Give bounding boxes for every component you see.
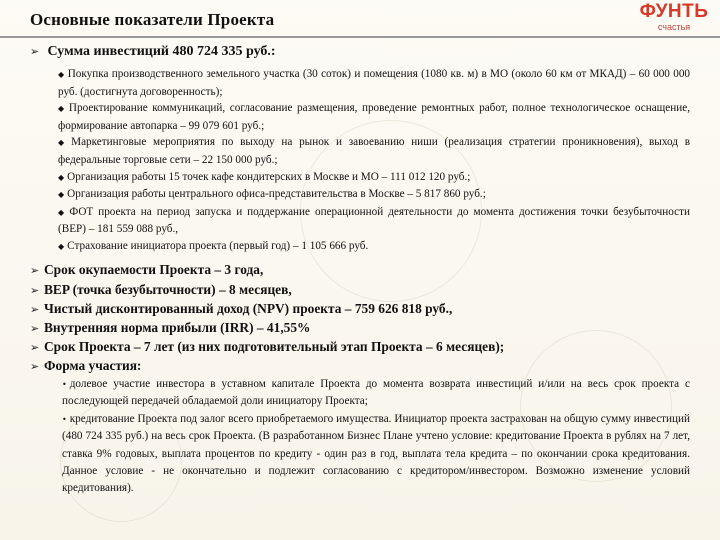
list-item-text: Проектирование коммуникаций, согласование размещения, проведение ремонтных работ, полное технологическое оснащение, формирование автопарка – 99 079 601 руб.; bbox=[58, 102, 691, 132]
arrow-bullet-icon: ➢ bbox=[30, 322, 40, 335]
list-item bbox=[58, 186, 690, 204]
arrow-bullet-icon: ➢ bbox=[30, 284, 40, 297]
stat-item bbox=[30, 339, 504, 355]
stat-item bbox=[30, 262, 263, 278]
investment-heading-text: Сумма инвестиций 480 724 335 руб.: bbox=[47, 44, 276, 59]
arrow-bullet-icon: ➢ bbox=[30, 341, 40, 354]
diamond-bullet-icon: ◆ bbox=[58, 241, 65, 251]
stat-item bbox=[30, 320, 310, 336]
diamond-bullet-icon: ◆ bbox=[58, 172, 65, 182]
bullet-dot-icon: • bbox=[62, 414, 67, 424]
stat-text: Срок окупаемости Проекта – 3 года, bbox=[44, 262, 264, 277]
arrow-bullet-icon: ➢ bbox=[30, 264, 40, 277]
stat-text: Форма участия: bbox=[44, 358, 142, 373]
logo-main-text: ФУНТЬ bbox=[639, 1, 709, 22]
list-item bbox=[58, 134, 690, 168]
list-item bbox=[62, 411, 690, 498]
brand-logo bbox=[636, 2, 712, 38]
stat-text: Чистый дисконтированный доход (NPV) проекта – 759 626 818 руб., bbox=[44, 301, 453, 316]
title-divider bbox=[0, 36, 720, 38]
participation-list bbox=[62, 376, 690, 498]
list-item-text: Покупка производственного земельного участка (30 соток) и помещения (1080 кв. м) в МО (около 60 км от МКАД) – 60 000 000 руб. (достигнута договоренность); bbox=[58, 68, 691, 98]
bullet-dot-icon: • bbox=[62, 380, 67, 389]
page-title: Основные показатели Проекта bbox=[30, 10, 275, 29]
arrow-bullet-icon: ➢ bbox=[30, 303, 40, 316]
investment-list bbox=[58, 66, 690, 256]
stat-text: Срок Проекта – 7 лет (из них подготовительный этап Проекта – 6 месяцев); bbox=[44, 339, 505, 354]
list-item-text: Организация работы 15 точек кафе кондитерских в Москве и МО – 111 012 120 руб.; bbox=[67, 170, 471, 183]
arrow-bullet-icon: ➢ bbox=[30, 45, 40, 58]
stat-item bbox=[30, 358, 141, 374]
diamond-bullet-icon: ◆ bbox=[58, 190, 65, 200]
list-item-text: Организация работы центрального офиса-представительства в Москве – 5 817 860 руб.; bbox=[67, 188, 486, 201]
stat-text: Внутренняя норма прибыли (IRR) – 41,55% bbox=[44, 320, 311, 335]
list-item-text: Маркетинговые мероприятия по выходу на рынок и завоеванию ниши (реализация стратегии проникновения), выход в федеральные торговые сети – 22 150 000 руб.; bbox=[58, 136, 690, 166]
stat-text: BEP (точка безубыточности) – 8 месяцев, bbox=[44, 282, 292, 297]
diamond-bullet-icon: ◆ bbox=[58, 70, 65, 79]
diamond-bullet-icon: ◆ bbox=[58, 207, 67, 217]
list-item bbox=[58, 169, 690, 187]
list-item bbox=[62, 376, 690, 411]
diamond-bullet-icon: ◆ bbox=[58, 104, 66, 114]
list-item-text: кредитование Проекта под залог всего приобретаемого имущества. Инициатор проекта застрахован на общую сумму инвестиций (480 724 335 руб.) на весь срок Проекта. (В разработанном Бизнес Плане учтено условие: кредитование Проекта в рублях на 7 лет, ставка 9% годовых, выплата процентов по кредиту - один раз в год, выплата тела кредита – по окончании срока кредитования. Данное условие - не окончательно и подлежит согласованию с кредитором/инвестором. Возможно изменение условий кредитования). bbox=[62, 412, 690, 495]
list-item bbox=[58, 100, 690, 134]
investment-heading bbox=[30, 44, 276, 60]
list-item-text: ФОТ проекта на период запуска и поддержание операционной деятельности до момента достижения точки безубыточности (BEP) – 181 559 088 руб., bbox=[58, 205, 690, 236]
list-item-text: долевое участие инвестора в уставном капитале Проекта до момента возврата инвестиций и/или на весь срок проекта с последующей передачей обладаемой доли инициатору Проекта; bbox=[62, 378, 690, 408]
list-item bbox=[58, 238, 690, 256]
list-item bbox=[58, 204, 690, 238]
logo-sub-text: счастья bbox=[657, 22, 691, 32]
stat-item bbox=[30, 301, 452, 317]
list-item-text: Страхование инициатора проекта (первый год) – 1 105 666 руб. bbox=[67, 239, 369, 252]
arrow-bullet-icon: ➢ bbox=[30, 360, 40, 373]
stat-item bbox=[30, 282, 292, 298]
diamond-bullet-icon: ◆ bbox=[58, 138, 69, 148]
list-item bbox=[58, 66, 690, 100]
